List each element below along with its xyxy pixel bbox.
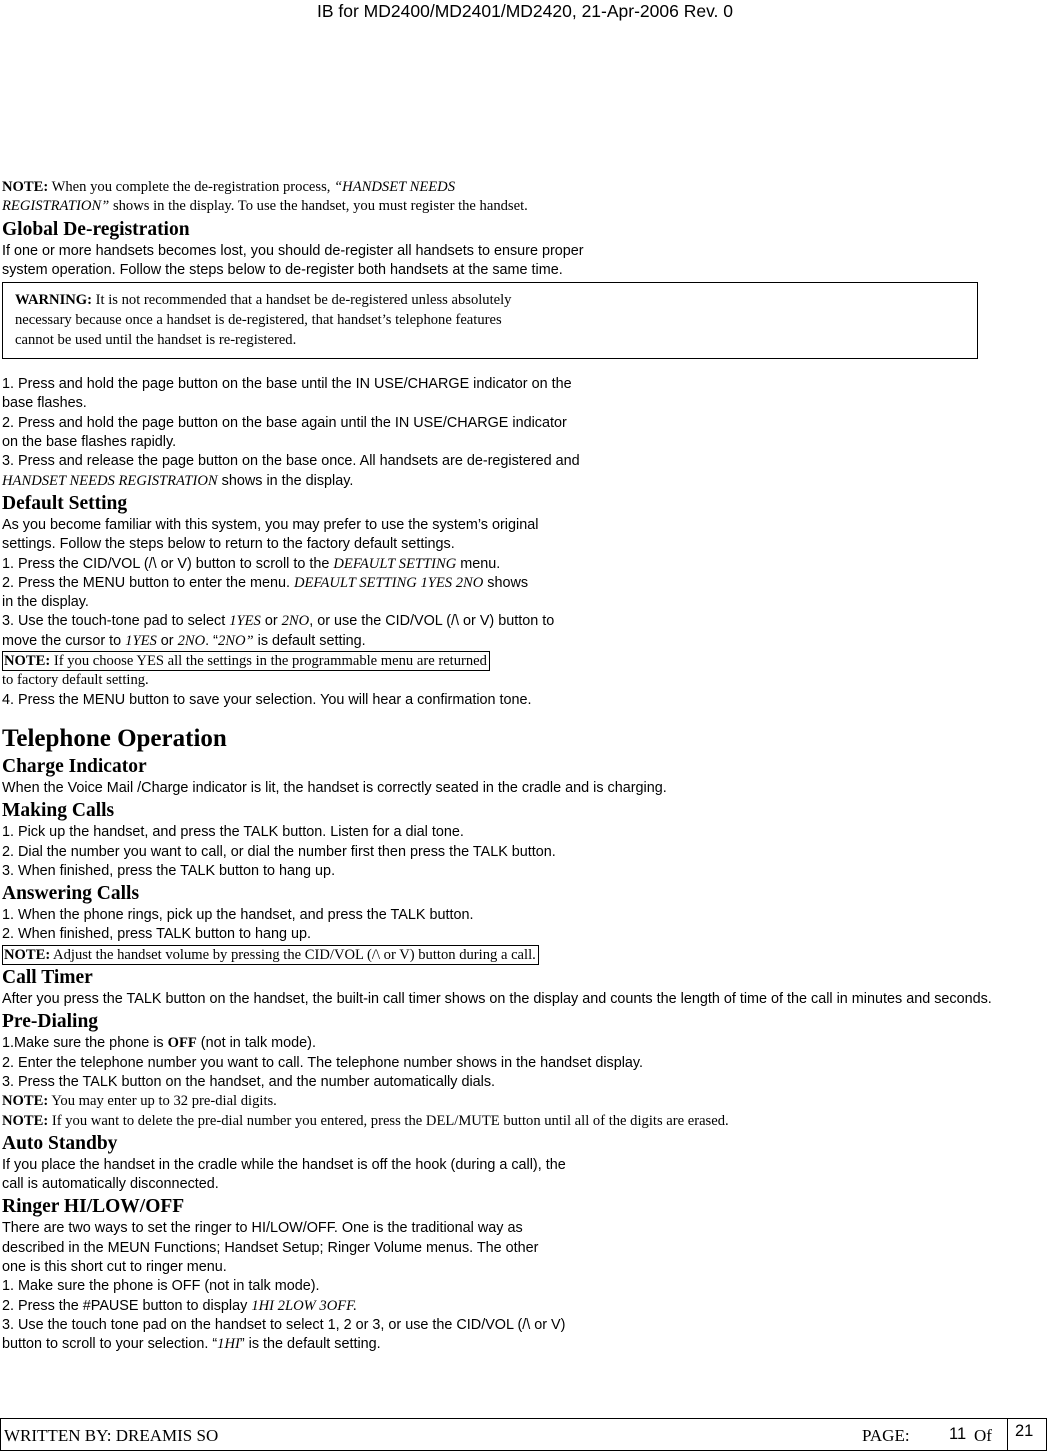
heading-default-setting: Default Setting [2,492,128,514]
ringer-step1: 1. Make sure the phone is OFF (not in talk mode). [2,1278,320,1295]
global-dereg-step2-cont: on the base flashes rapidly. [2,434,177,451]
pre-dialing-step3: 3. Press the TALK button on the handset, and the number automatically dials. [2,1073,496,1090]
answering-calls-step2: 2. When finished, press TALK button to hang up. [2,926,312,943]
pre-dialing-step2: 2. Enter the telephone number you want to call. The telephone number shows in the handset display. [2,1054,644,1071]
ringer-step3: 3. Use the touch tone pad on the handset to select 1, 2 or 3, or use the CID/VOL (/\ or V) [2,1316,566,1333]
footer-total-pages: 21 [1015,1422,1034,1440]
warning-line3: cannot be used until the handset is re-registered. [15,332,297,349]
heading-pre-dialing: Pre-Dialing [2,1011,99,1033]
warning-line1: WARNING: It is not recommended that a handset be de-registered unless absolutely [15,292,512,309]
auto-standby-line2: call is automatically disconnected. [2,1176,219,1193]
spacer [2,365,1046,375]
heading-auto-standby: Auto Standby [2,1132,118,1154]
making-calls-step2: 2. Dial the number you want to call, or dial the number first then press the TALK button. [2,843,556,860]
global-dereg-step1: 1. Press and hold the page button on the base until the IN USE/CHARGE indicator on the [2,376,572,393]
default-setting-step1: 1. Press the CID/VOL (/\ or V) button to scroll to the DEFAULT SETTING menu. [2,555,501,572]
footer-page-label: PAGE: [862,1426,910,1445]
default-setting-step2-cont: in the display. [2,594,89,611]
ringer-step3-cont: button to scroll to your selection. “1HI” is the default setting. [2,1336,381,1353]
default-setting-step2: 2. Press the MENU button to enter the menu. DEFAULT SETTING 1YES 2NO shows [2,574,529,591]
heading-charge-indicator: Charge Indicator [2,755,147,777]
auto-standby-line1: If you place the handset in the cradle while the handset is off the hook (during a call), the [2,1156,566,1173]
heading-global-deregistration: Global De-registration [2,218,190,240]
heading-call-timer: Call Timer [2,967,93,989]
call-timer-text: After you press the TALK button on the handset, the built-in call timer shows on the display and counts the length of time of the call in minutes and seconds. [2,991,992,1008]
default-setting-step4: 4. Press the MENU button to save your selection. You will hear a confirmation tone. [2,691,532,708]
global-dereg-step3-cont: HANDSET NEEDS REGISTRATION shows in the display. [2,472,354,489]
global-dereg-step3: 3. Press and release the page button on the base once. All handsets are de-registered and [2,453,580,470]
heading-answering-calls: Answering Calls [2,883,140,905]
ringer-intro2: described in the MEUN Functions; Handset Setup; Ringer Volume menus. The other [2,1239,539,1256]
ringer-intro3: one is this short cut to ringer menu. [2,1258,227,1275]
heading-making-calls: Making Calls [2,800,115,822]
default-setting-intro2: settings. Follow the steps below to return to the factory default settings. [2,536,455,553]
pre-dialing-note2: NOTE: If you want to delete the pre-dial number you entered, press the DEL/MUTE button until all of the digits are erased. [2,1112,729,1129]
default-setting-step3: 3. Use the touch-tone pad to select 1YES or 2NO, or use the CID/VOL (/\ or V) button to [2,613,555,630]
making-calls-step1: 1. Pick up the handset, and press the TALK button. Listen for a dial tone. [2,824,464,841]
global-dereg-intro-line2: system operation. Follow the steps below to de-register both handsets at the same time. [2,261,563,278]
default-setting-step3-cont: move the cursor to 1YES or 2NO. “2NO” is default setting. [2,632,366,649]
heading-telephone-operation: Telephone Operation [2,724,227,752]
footer-of-label: Of [974,1426,992,1445]
default-setting-note-box: NOTE: If you choose YES all the settings in the programmable menu are returned [2,651,490,671]
global-dereg-step2: 2. Press and hold the page button on the base again until the IN USE/CHARGE indicator [2,414,567,431]
answering-calls-step1: 1. When the phone rings, pick up the handset, and press the TALK button. [2,907,474,924]
answering-calls-note [2,945,1046,965]
footer-divider [1007,1419,1008,1450]
document-body [2,178,1046,1354]
default-setting-intro1: As you become familiar with this system, you may prefer to use the system’s original [2,516,539,533]
default-setting-note [2,651,1046,671]
warning-line2: necessary because once a handset is de-registered, that handset’s telephone features [15,312,502,329]
heading-ringer: Ringer HI/LOW/OFF [2,1196,185,1218]
default-setting-note-cont: to factory default setting. [2,672,149,689]
pre-dialing-step1: 1.Make sure the phone is OFF (not in talk mode). [2,1035,316,1052]
note-deregistration: NOTE: When you complete the de-registration process, “HANDSET NEEDS [2,179,456,195]
answering-calls-note-box: NOTE: Adjust the handset volume by pressing the CID/VOL (/\ or V) button during a call. [2,945,539,965]
warning-box [2,282,978,359]
page-footer [0,1418,1047,1451]
pre-dialing-note1: NOTE: You may enter up to 32 pre-dial digits. [2,1093,277,1110]
global-dereg-step1-cont: base flashes. [2,395,87,412]
footer-written-by: WRITTEN BY: DREAMIS SO [4,1426,219,1445]
charge-indicator-text: When the Voice Mail /Charge indicator is lit, the handset is correctly seated in the cradle and is charging. [2,779,667,796]
global-dereg-intro-line1: If one or more handsets becomes lost, you should de-register all handsets to ensure proper [2,242,584,259]
ringer-intro1: There are two ways to set the ringer to HI/LOW/OFF. One is the traditional way as [2,1220,523,1237]
ringer-step2: 2. Press the #PAUSE button to display 1HI 2LOW 3OFF. [2,1297,357,1314]
document-header: IB for MD2400/MD2401/MD2420, 21-Apr-2006 Rev. 0 [317,1,733,21]
making-calls-step3: 3. When finished, press the TALK button to hang up. [2,862,336,879]
note-deregistration-line2: REGISTRATION” shows in the display. To use the handset, you must register the handset. [2,198,528,215]
footer-page-number: 11 [949,1425,967,1443]
